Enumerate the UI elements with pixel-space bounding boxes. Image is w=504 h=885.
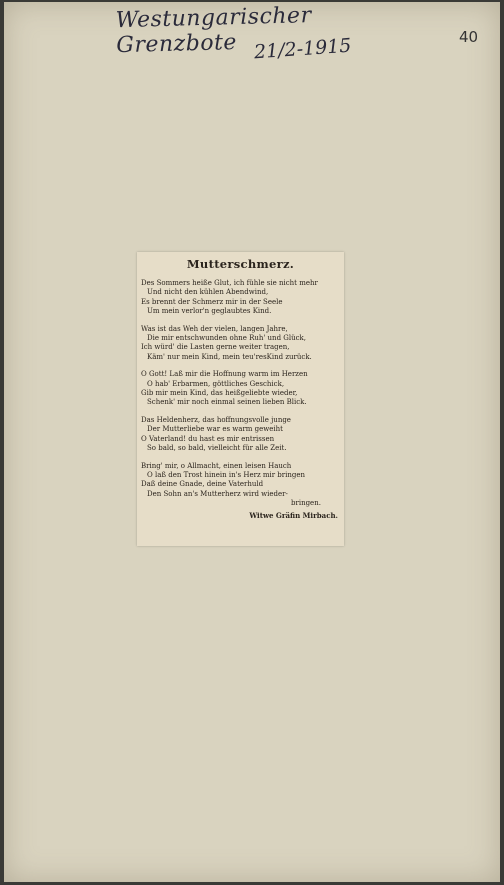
poem-stanza — [141, 462, 344, 509]
poem-line: Käm' nur mein Kind, mein teu'resKind zurück. — [147, 352, 312, 361]
poem-title: Mutterschmerz. — [186, 257, 295, 271]
handwritten-date: 21/2-1915 — [253, 34, 353, 64]
newspaper-clipping — [137, 252, 344, 546]
poem-stanza — [141, 416, 344, 454]
poem-stanza — [141, 370, 344, 408]
poem-line: Der Mutterliebe war es warm geweiht — [147, 425, 283, 434]
poem-line: O hab' Erbarmen, göttliches Geschick, — [147, 379, 285, 388]
poem-line: O Vaterland! du hast es mir entrissen — [141, 434, 275, 443]
poem-line: So bald, so bald, vielleicht für alle Zeit. — [147, 444, 287, 453]
poem-signature: Witwe Gräfin Mirbach. — [249, 510, 338, 520]
poem-line: Die mir entschwunden ohne Ruh' und Glück, — [147, 334, 307, 343]
poem-line: Was ist das Weh der vielen, langen Jahre, — [141, 324, 288, 333]
handwritten-title: Westungarischer Grenzbote — [115, 3, 312, 59]
poem-line: O laß den Trost hinein in's Herz mir bringen — [147, 470, 306, 479]
poem-line: Den Sohn an's Mutterherz wird wieder- — [147, 489, 288, 498]
document-page — [4, 2, 500, 882]
poem-stanza — [141, 325, 344, 363]
poem-line: bringen. — [291, 499, 321, 508]
poem-line: Ich würd' die Lasten gerne weiter tragen, — [141, 343, 290, 352]
poem-line: Daß deine Gnade, deine Vaterhuld — [141, 480, 264, 489]
poem-line: O Gott! Laß mir die Hoffnung warm im Herzen — [141, 370, 308, 379]
poem-line: Des Sommers heiße Glut, ich fühle sie nicht mehr — [141, 279, 318, 287]
poem-line: Um mein verlor'n geglaubtes Kind. — [147, 307, 272, 316]
poem-line: Bring' mir, o Allmacht, einen leisen Hauch — [141, 461, 292, 470]
poem-line: Es brennt der Schmerz mir in der Seele — [141, 297, 283, 306]
poem-line: Das Heldenherz, das hoffnungsvolle junge — [141, 415, 291, 424]
poem-line: Gib mir mein Kind, das heißgeliebte wieder, — [141, 389, 298, 398]
poem-stanza — [141, 279, 344, 317]
poem-line: Und nicht den kühlen Abendwind, — [147, 288, 269, 297]
page-number: 40 — [459, 28, 479, 46]
poem-line: Schenk' mir noch einmal seinen lieben Blick. — [147, 398, 307, 407]
